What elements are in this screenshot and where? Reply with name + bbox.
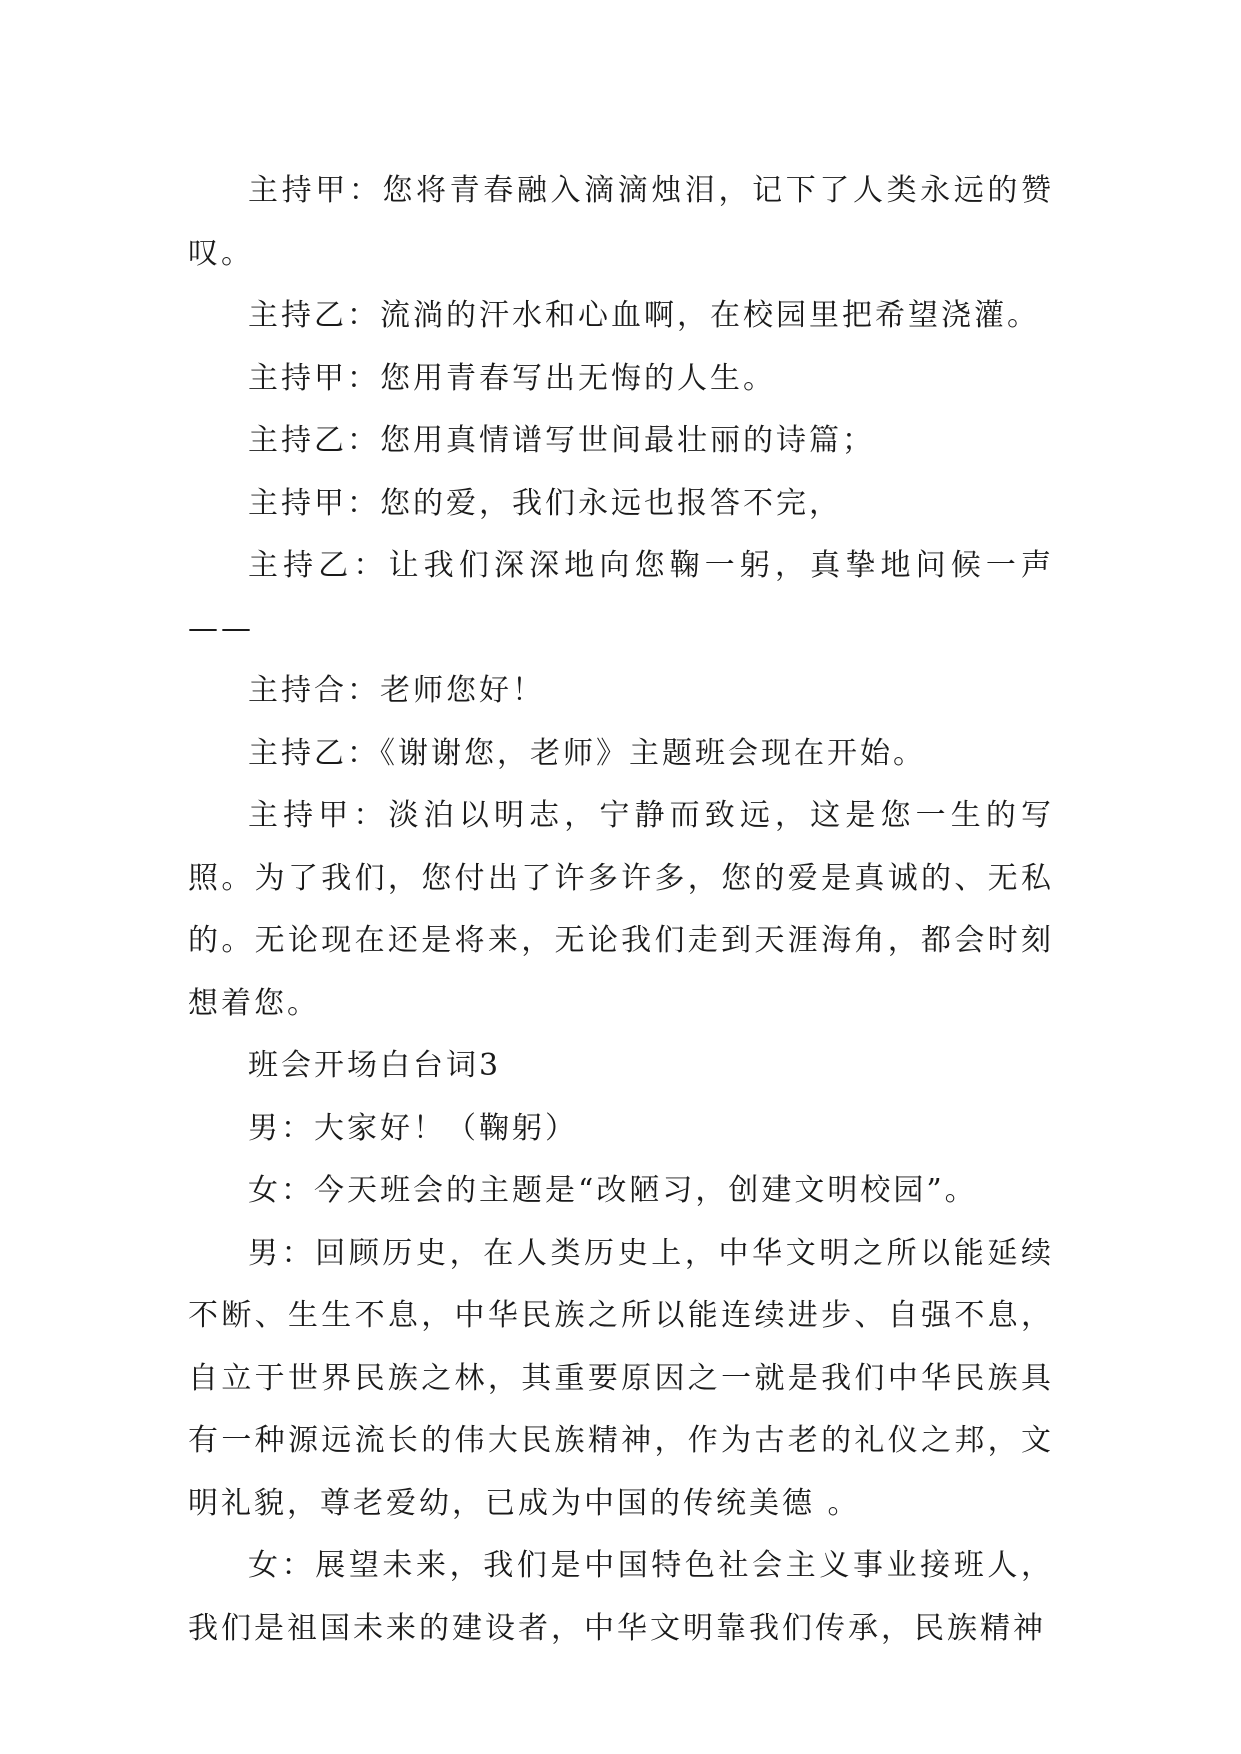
section-heading: 班会开场白台词3 — [248, 1048, 502, 1083]
paragraph: 主持乙：您用真情谱写世间最壮丽的诗篇； — [248, 423, 875, 458]
paragraph: 主持甲：您将青春融入滴滴烛泪，记下了人类永远的赞叹。 — [188, 173, 1054, 271]
paragraph: 主持甲：您的爱，我们永远也报答不完， — [248, 485, 842, 521]
paragraph: 男：大家好！（鞠躬） — [248, 1110, 578, 1146]
paragraph: 男：回顾历史，在人类历史上，中华文明之所以能延续不断、生生不息，中华民族之所以能连续进步、自强不息，自立于世界民族之林，其重要原因之一就是我们中华民族具有一种源远流长的伟大民族精神，作为古老的礼仪之邦，文明礼貌，尊老爱幼，已成为中国的传统美德 。 — [188, 1235, 1054, 1521]
paragraph: 主持乙：《谢谢您，老师》主题班会现在开始。 — [248, 735, 926, 771]
paragraph: 主持乙：流淌的汗水和心血啊，在校园里把希望浇灌。 — [248, 298, 1040, 333]
paragraph: 主持甲：淡泊以明志，宁静而致远，这是您一生的写照。为了我们，您付出了许多许多，您的爱是真诚的、无私的。无论现在还是将来，无论我们走到天涯海角，都会时刻想着您。 — [188, 798, 1054, 1021]
paragraph: 主持合：老师您好！ — [248, 673, 545, 708]
paragraph: 主持甲：您用青春写出无悔的人生。 — [248, 360, 776, 396]
paragraph: 主持乙：让我们深深地向您鞠一躬，真挚地问候一声—— — [188, 548, 1054, 646]
paragraph: 女：展望未来，我们是中国特色社会主义事业接班人，我们是祖国未来的建设者，中华文明靠我们传承，民族精神 — [188, 1548, 1054, 1646]
document-body — [188, 160, 1054, 1660]
paragraph: 女：今天班会的主题是“改陋习，创建文明校园”。 — [248, 1173, 978, 1208]
